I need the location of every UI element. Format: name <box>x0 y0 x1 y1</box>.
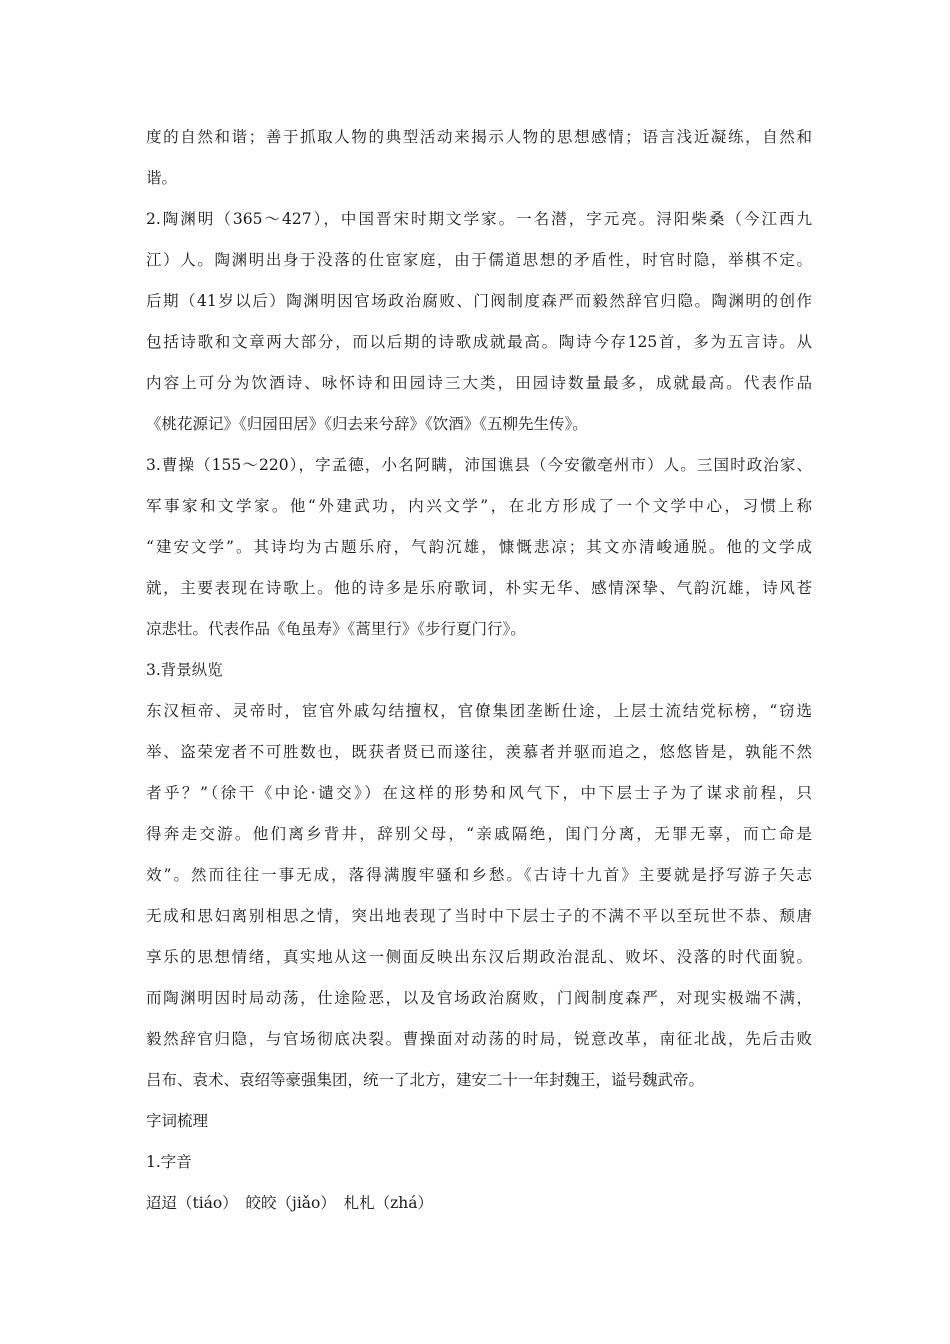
text-line: “建安文学”。其诗均为古题乐府，气韵沉雄，慷慨悲凉；其文亦清峻通脱。他的文学成 <box>146 538 812 556</box>
text-line: 者乎？”（徐干《中论·谴交》）在这样的形势和风气下，中下层士子为了谋求前程，只 <box>146 784 812 802</box>
text-line: 得奔走交游。他们离乡背井，辞别父母，“亲戚隔绝，闺门分离，无罪无辜，而亡命是 <box>146 825 812 843</box>
text-line: 而陶渊明因时局动荡，仕途险恶，以及官场政治腐败，门阀制度森严，对现实极端不满， <box>146 989 812 1007</box>
text-line: 举、盗荣宠者不可胜数也，既获者贤已而遂往，羡慕者并驱而追之，悠悠皆是，孰能不然 <box>146 743 812 761</box>
text-line: 东汉桓帝、灵帝时，宦官外戚勾结擅权，官僚集团垄断仕途，上层士流结党标榜，“窃选 <box>146 702 812 720</box>
text-line: 就，主要表现在诗歌上。他的诗多是乐府歌词，朴实无华、感情深挚、气韵沉雄，诗风苍 <box>146 579 812 597</box>
text-line: 谐。 <box>146 169 178 187</box>
text-line: 《桃花源记》《归园田居》《归去来兮辞》《饮酒》《五柳先生传》。 <box>146 415 588 433</box>
text-line: 度的自然和谐；善于抓取人物的典型活动来揭示人物的思想感情；语言浅近凝练，自然和 <box>146 128 812 146</box>
document-page <box>146 117 812 1224</box>
section-heading: 3.背景纵览 <box>146 661 223 679</box>
text-line: 毅然辞官归隐，与官场彻底决裂。曹操面对动荡的时局，锐意改革，南征北战，先后击败 <box>146 1030 812 1048</box>
text-line: 包括诗歌和文章两大部分，而以后期的诗歌成就最高。陶诗今存125首，多为五言诗。从 <box>146 333 812 351</box>
text-line: 效”。然而往往一事无成，落得满腹牢骚和乡愁。《古诗十九首》主要就是抒写游子矢志 <box>146 866 812 884</box>
text-line: 无成和思妇离别相思之情，突出地表现了当时中下层士子的不满不平以至玩世不恭、颓唐 <box>146 907 812 925</box>
subsection-heading: 1.字音 <box>146 1153 192 1171</box>
text-line: 吕布、袁术、袁绍等豪强集团，统一了北方，建安二十一年封魏王，谥号魏武帝。 <box>146 1071 705 1089</box>
text-line: 享乐的思想情绪，真实地从这一侧面反映出东汉后期政治混乱、败坏、没落的时代面貌。 <box>146 948 812 966</box>
text-line: 凉悲壮。代表作品《龟虽寿》《蒿里行》《步行夏门行》。 <box>146 620 526 638</box>
text-line: 2.陶渊明（365～427），中国晋宋时期文学家。一名潜，字元亮。浔阳柴桑（今江西九 <box>146 210 812 228</box>
text-line: 后期（41岁以后）陶渊明因官场政治腐败、门阀制度森严而毅然辞官归隐。陶渊明的创作 <box>146 292 812 310</box>
text-line: 军事家和文学家。他“外建武功，内兴文学”，在北方形成了一个文学中心，习惯上称 <box>146 497 812 515</box>
pronunciation-line: 迢迢（tiáo） 皎皎（jiǎo） 札札（zhá） <box>146 1194 433 1212</box>
text-line: 3.曹操（155～220），字孟德，小名阿瞒，沛国谯县（今安徽亳州市）人。三国时政治家、 <box>146 456 812 474</box>
text-line: 内容上可分为饮酒诗、咏怀诗和田园诗三大类，田园诗数量最多，成就最高。代表作品 <box>146 374 812 392</box>
text-line: 江）人。陶渊明出身于没落的仕宦家庭，由于儒道思想的矛盾性，时官时隐，举棋不定。 <box>146 251 812 269</box>
section-heading: 字词梳理 <box>146 1112 209 1130</box>
